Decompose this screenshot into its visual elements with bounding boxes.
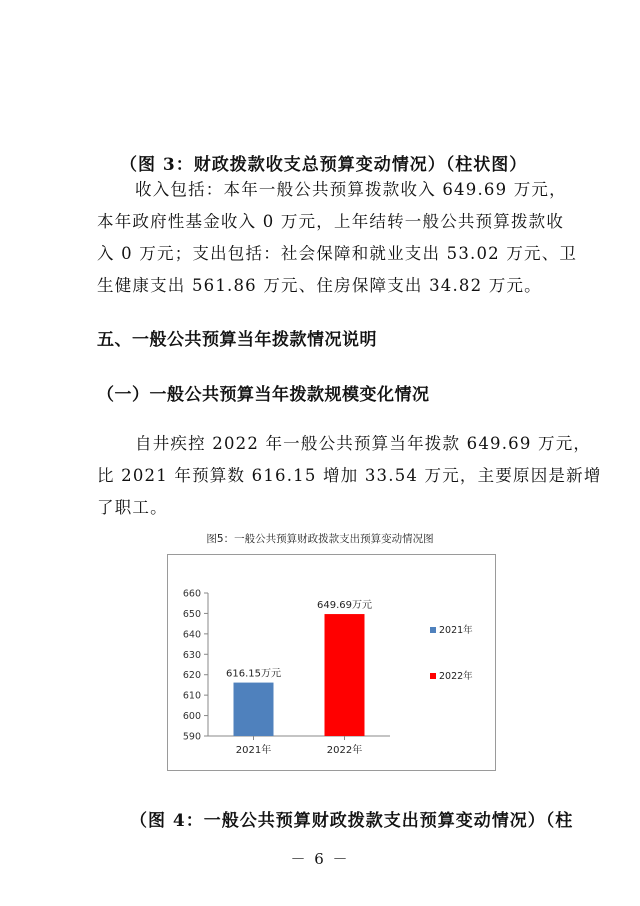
y-tick-label: 660: [182, 588, 201, 600]
y-tick-label: 640: [182, 629, 201, 641]
paragraph-line: 入 0 万元；支出包括：社会保障和就业支出 53.02 万元、卫: [97, 244, 578, 263]
paragraph-line: 比 2021 年预算数 616.15 增加 33.54 万元，主要原因是新增: [97, 466, 602, 485]
paragraph-line: 生健康支出 561.86 万元、住房保障支出 34.82 万元。: [97, 276, 542, 295]
figure-3-caption: （图 3：财政拨款收支总预算变动情况）（柱状图）: [120, 155, 528, 175]
paragraph-line: 自井疾控 2022 年一般公共预算当年拨款 649.69 万元，: [135, 434, 592, 453]
y-tick-label: 650: [182, 608, 201, 620]
chart-frame: [167, 554, 496, 771]
y-tick-label: 630: [182, 649, 201, 661]
y-tick-label: 620: [182, 670, 201, 682]
paragraph-line: 本年政府性基金收入 0 万元，上年结转一般公共预算拨款收: [97, 212, 565, 231]
legend-label: 2022年: [439, 671, 473, 682]
paragraph-line: 收入包括：本年一般公共预算拨款收入 649.69 万元，: [135, 180, 567, 199]
chart-title: 图5：一般公共预算财政拨款支出预算变动情况图: [206, 533, 434, 545]
data-label: 616.15万元: [226, 668, 281, 680]
x-tick-label: 2022年: [326, 745, 363, 756]
bar-2021年: [234, 683, 274, 736]
bar-2022年: [325, 614, 365, 736]
figure-4-caption: （图 4：一般公共预算财政拨款支出预算变动情况）（柱: [130, 811, 574, 831]
page-number: － 6 －: [290, 850, 350, 868]
bar-chart: [168, 555, 495, 770]
subsection-heading: （一）一般公共预算当年拨款规模变化情况: [97, 385, 430, 405]
y-tick-label: 610: [182, 690, 201, 702]
y-tick-label: 600: [182, 711, 201, 723]
legend-swatch: [430, 627, 436, 633]
paragraph-line: 了职工。: [97, 498, 168, 517]
legend-swatch: [430, 673, 436, 679]
x-tick-label: 2021年: [235, 745, 272, 756]
y-tick-label: 590: [182, 731, 201, 743]
data-label: 649.69万元: [317, 600, 372, 612]
legend-label: 2021年: [439, 625, 473, 636]
section-heading: 五、一般公共预算当年拨款情况说明: [97, 330, 377, 350]
